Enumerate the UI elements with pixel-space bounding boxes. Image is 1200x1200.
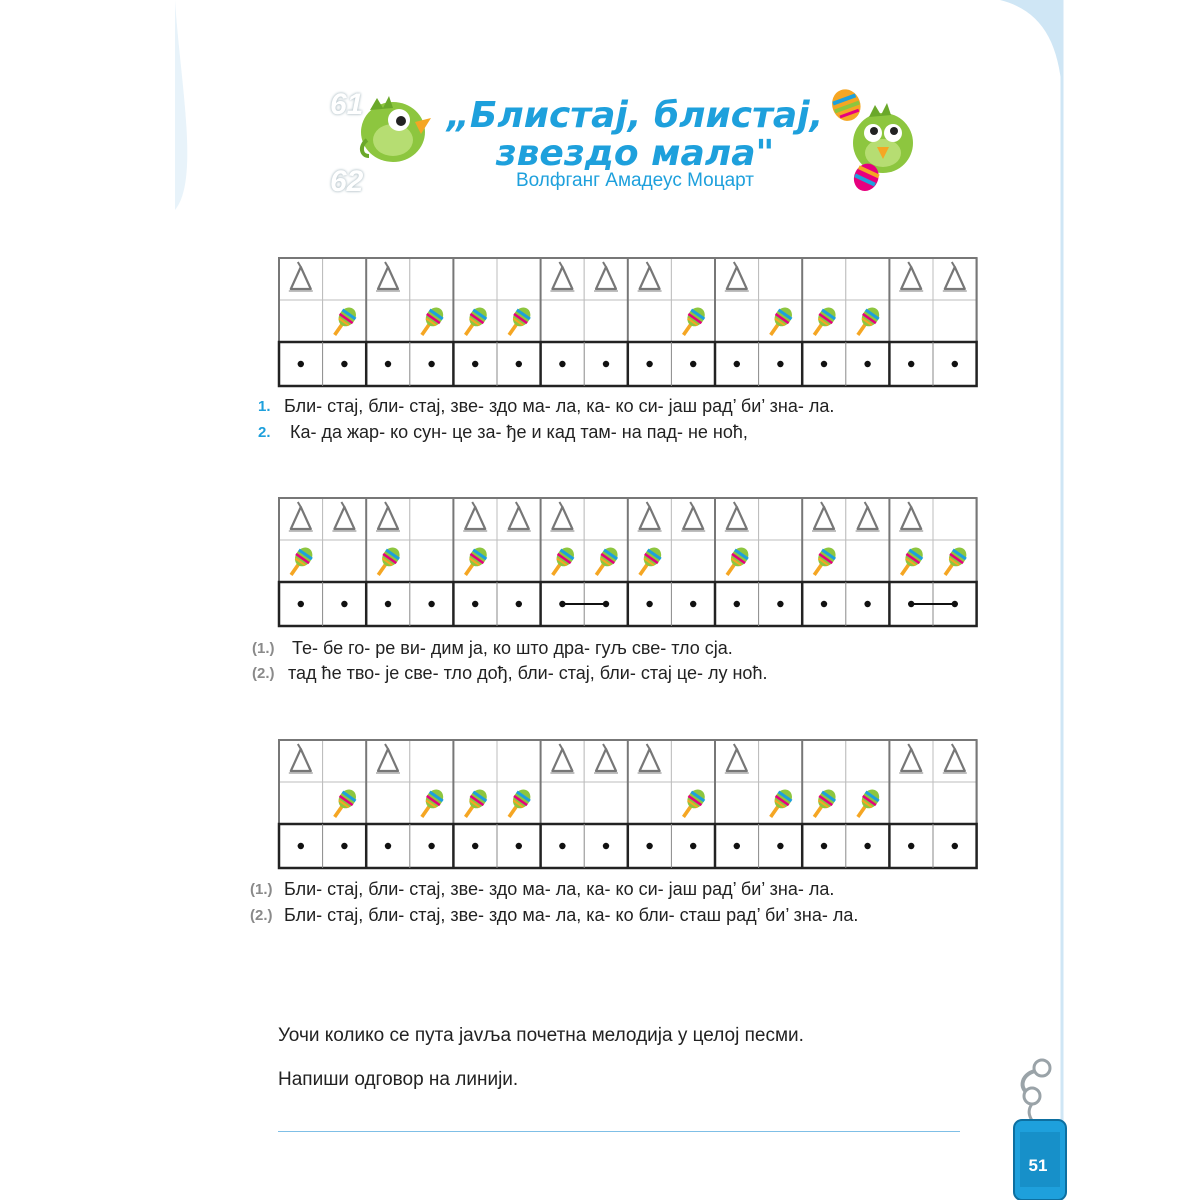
maraca-cell [279,782,323,824]
verse-marker: (2.) [252,665,275,682]
triangle-cell [497,498,541,540]
triangle-cell [759,498,803,540]
song-title-line2: звездо мала" [495,133,775,174]
beat-dot [428,843,434,849]
maraca-cell [541,300,585,342]
triangle-cell [628,258,672,300]
triangle-cell [759,740,803,782]
beat-dot [690,361,696,367]
triangle-cell [671,258,715,300]
triangle-cell [889,258,933,300]
triangle-cell [584,258,628,300]
triangle-cell [279,740,323,782]
beat-dot [734,601,740,607]
triangle-cell [802,740,846,782]
song-title-line1: „Блистај, блистај, [446,95,824,136]
lyric-line: Те- бе го- ре ви- дим ја, ко што дра- гуљ све- тло сја. [292,638,733,658]
beat-dot [516,361,522,367]
beat-dot [734,361,740,367]
beat-dot [298,601,304,607]
maraca-cell [366,300,410,342]
beat-dot [777,361,783,367]
triangle-cell [453,258,497,300]
triangle-cell [279,258,323,300]
triangle-cell [584,740,628,782]
maraca-cell [279,300,323,342]
triangle-cell [497,258,541,300]
beat-dot [428,361,434,367]
maraca-cell [715,300,759,342]
triangle-cell [323,740,367,782]
beat-dot [646,361,652,367]
beat-dot [646,843,652,849]
beat-dot [821,843,827,849]
beat-dot [821,361,827,367]
triangle-cell [366,258,410,300]
rhythm-grid-row3 [270,732,990,877]
triangle-cell [453,740,497,782]
maraca-cell [584,782,628,824]
instruction-text: Напиши одговор на линији. [278,1069,519,1090]
beat-dot [516,843,522,849]
beat-dot [428,601,434,607]
maraca-cell [541,782,585,824]
verse-marker: 2. [258,424,271,441]
beat-dot [603,843,609,849]
beat-dot [908,361,914,367]
maraca-cell [715,782,759,824]
lyric-line: Ка- да жар- ко сун- це за- ђе и кад там- на пад- не ноћ, [290,422,748,442]
maraca-cell [366,782,410,824]
beat-dot [472,843,478,849]
verse-marker: (1.) [252,640,275,657]
triangle-cell [628,740,672,782]
maraca-cell [846,540,890,582]
beat-dot [298,843,304,849]
beat-dot [821,601,827,607]
verse-marker: 1. [258,398,271,415]
triangle-cell [846,740,890,782]
triangle-cell [279,498,323,540]
triangle-cell [366,740,410,782]
maraca-cell [628,300,672,342]
triangle-cell [846,258,890,300]
beat-dot [472,361,478,367]
beat-dot [341,843,347,849]
triangle-cell [584,498,628,540]
triangle-cell [889,740,933,782]
track-number-61: 61 [330,88,364,121]
lyric-line: Бли- стај, бли- стај, зве- здо ма- ла, ка- ко бли- сташ рад’ би’ зна- ла. [284,905,859,925]
answer-line[interactable] [278,1131,960,1132]
maraca-cell [759,540,803,582]
beat-dot [341,361,347,367]
beat-dot [341,601,347,607]
track-number-62: 62 [330,165,364,198]
triangle-cell [802,258,846,300]
beat-dot [603,361,609,367]
beat-dot [952,361,958,367]
beat-dot [516,601,522,607]
beat-dot [864,361,870,367]
beat-dot [385,843,391,849]
maraca-cell [584,300,628,342]
triangle-cell [323,498,367,540]
triangle-cell [410,258,454,300]
triangle-cell [541,740,585,782]
maraca-cell [671,540,715,582]
beat-dot [385,361,391,367]
tablet-icon [1012,1110,1067,1200]
triangle-cell [846,498,890,540]
beat-dot [646,601,652,607]
triangle-cell [671,740,715,782]
bird-with-maracas-icon [825,85,925,195]
beat-dot [559,843,565,849]
beat-dot [777,601,783,607]
beat-dot [603,601,609,607]
maraca-cell [933,300,977,342]
beat-dot [385,601,391,607]
triangle-cell [541,498,585,540]
beat-dot [952,601,958,607]
triangle-cell [366,498,410,540]
verse-marker: (2.) [250,907,273,924]
triangle-cell [453,498,497,540]
triangle-cell [671,498,715,540]
triangle-cell [410,498,454,540]
beat-dot [864,601,870,607]
triangle-cell [410,740,454,782]
triangle-cell [889,498,933,540]
triangle-cell [541,258,585,300]
triangle-cell [323,258,367,300]
instruction-text: Уочи колико се пута javља почетна мелодија у целој песми. [278,1025,804,1046]
maraca-cell [497,540,541,582]
triangle-cell [802,498,846,540]
beat-dot [952,843,958,849]
maraca-cell [628,782,672,824]
triangle-cell [497,740,541,782]
triangle-cell [933,258,977,300]
beat-dot [690,601,696,607]
triangle-cell [759,258,803,300]
beat-dot [690,843,696,849]
triangle-cell [933,740,977,782]
triangle-cell [715,498,759,540]
lyric-line: Бли- стај, бли- стај, зве- здо ма- ла, ка- ко си- јаш рад’ би’ зна- ла. [284,879,835,899]
triangle-cell [715,740,759,782]
rhythm-grid-row2 [270,490,990,635]
beat-dot [864,843,870,849]
verse-marker: (1.) [250,881,273,898]
triangle-cell [628,498,672,540]
beat-dot [559,361,565,367]
beat-dot [908,843,914,849]
beat-dot [777,843,783,849]
maraca-cell [323,540,367,582]
maraca-cell [889,300,933,342]
maraca-cell [410,540,454,582]
page-number: 51 [1028,1156,1048,1175]
maraca-cell [889,782,933,824]
composer-name: Волфганг Амадеус Моцарт [515,170,755,191]
maraca-cell [933,782,977,824]
lyric-line: тад ће тво- је све- тло дођ, бли- стај, бли- стај це- лу ноћ. [288,663,768,683]
beat-dot [472,601,478,607]
triangle-cell [715,258,759,300]
beat-dot [734,843,740,849]
triangle-cell [933,498,977,540]
rhythm-grid-row1 [270,250,990,395]
lyric-line: Бли- стај, бли- стај, зве- здо ма- ла, ка- ко си- јаш рад’ би’ зна- ла. [284,396,835,416]
beat-dot [298,361,304,367]
